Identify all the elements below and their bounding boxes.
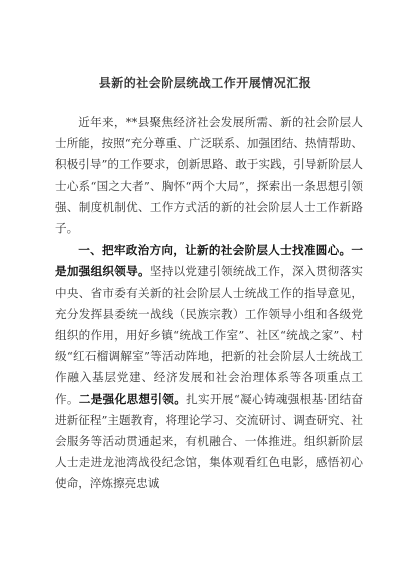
subsection-heading-1: 一是加强组织领导。	[55, 243, 363, 279]
subsection-text-1: 坚持以党建引领统战工作，深入贯彻落实中央、省市委有关新的社会阶层人士统战工作的指导意见，充分发挥县委统一战线（民族宗教）工作领导小组和各级党组织的作用，用好乡镇“统战工作室”、社区“统战之家”、村级“红石榴调解室”等活动阵地，把新的社会阶层人士统战工作融入基层党建、经济发展和社会治理体系等各项重点工作。	[55, 264, 363, 406]
intro-paragraph: 近年来，**县聚焦经济社会发展所需、新的社会阶层人士所能，按照“充分尊重、广泛联系、加强团结、热情帮助、积极引导”的工作要求，创新思路、敢于实践，引导新阶层人士心系“国之大者”、胸怀“两个大局”，探索出一条思想引领强、制度机制优、工作方式活的新的社会阶层人士工作新路子。	[55, 115, 363, 236]
subsection-text-2: 扎实开展“凝心铸魂强根基·团结奋进新征程”主题教育，将理论学习、交流研讨、调查研究、社会服务等活动贯通起来，有机融合、一体推进。组织新阶层人士走进龙池湾战役纪念馆，集体观看红色电影，感悟初心使命，淬炼擦亮忠诚	[55, 391, 363, 491]
document-title: 县新的社会阶层统战工作开展情况汇报	[98, 76, 312, 90]
document-body	[55, 112, 363, 495]
subsection-heading-2: 二是强化思想引领。	[78, 391, 187, 406]
section-heading: 一、把牢政治方向，让新的社会阶层人士找准圆心。	[78, 243, 352, 258]
section-paragraph	[55, 240, 363, 494]
